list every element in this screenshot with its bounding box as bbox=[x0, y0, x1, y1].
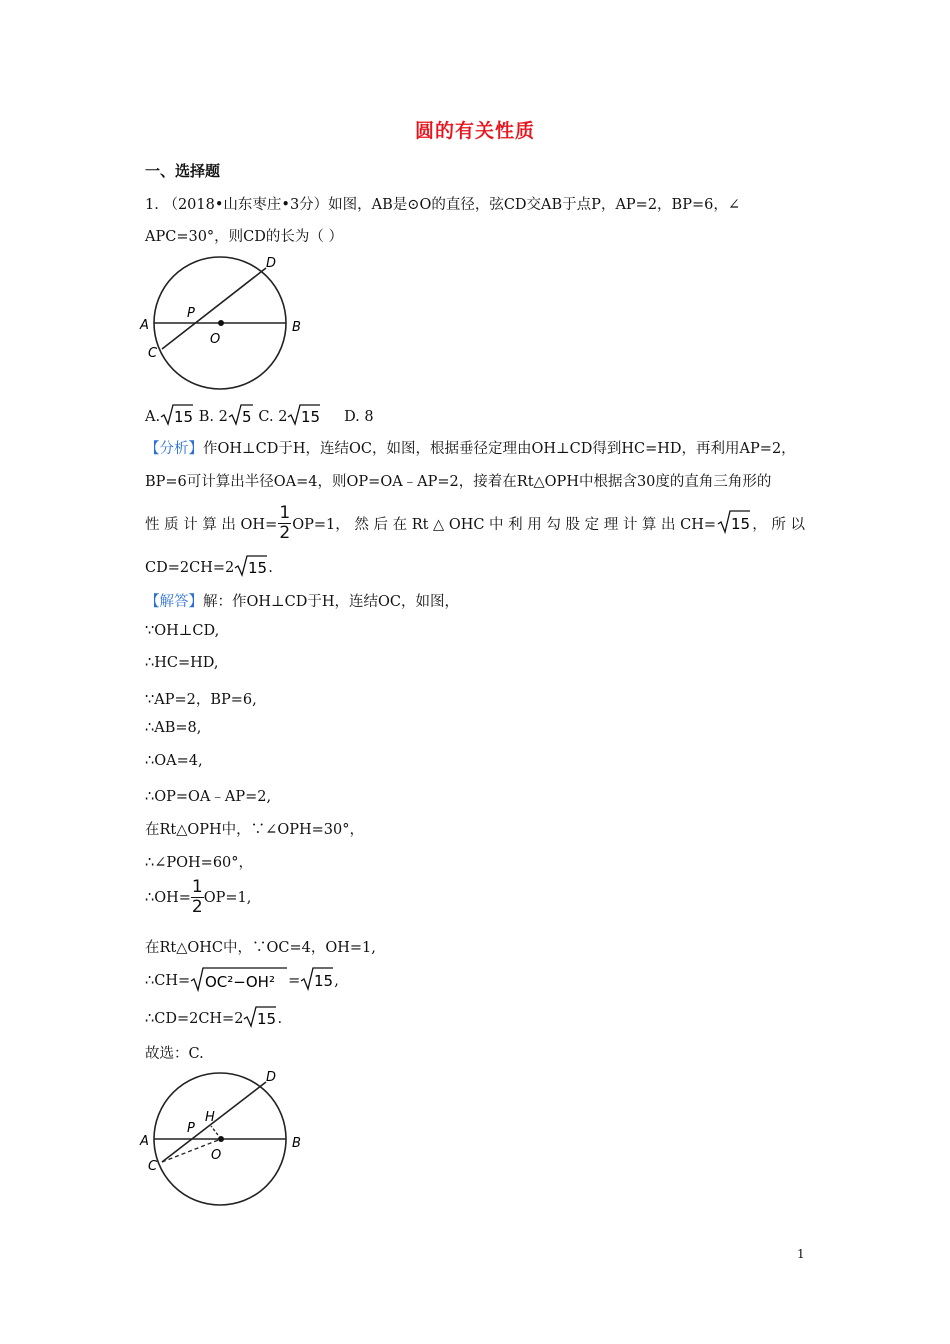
label-a: A bbox=[140, 1134, 149, 1149]
label-d: D bbox=[266, 256, 277, 271]
answer-tag: 【解答】 bbox=[145, 594, 203, 610]
analysis-line-4: CD=2CH=2 15 . bbox=[145, 555, 805, 581]
label-d: D bbox=[266, 1070, 277, 1085]
svg-text:15: 15 bbox=[174, 408, 194, 426]
svg-text:15: 15 bbox=[301, 408, 321, 426]
answer-step-4: ∴AB=8, bbox=[145, 720, 202, 736]
svg-text:15: 15 bbox=[248, 559, 268, 577]
sqrt-symbol bbox=[300, 967, 334, 995]
sqrt-symbol bbox=[190, 966, 288, 996]
label-p: P bbox=[187, 1121, 195, 1136]
label-a: A bbox=[140, 318, 149, 333]
svg-text:OC²−OH²: OC²−OH² bbox=[205, 973, 276, 991]
analysis-line-3: 性 质 计 算 出 OH= $\frac{1}{2}$ OP=1， 然 后 在 Rt △ OHC 中 利 用 勾 股 定 理 计 算 出 CH= 15 ， 所 以 bbox=[145, 503, 805, 543]
answer-step-11: ∴CH= OC²−OH² = 15 , bbox=[145, 966, 805, 996]
answer-step-5: ∴OA=4, bbox=[145, 753, 203, 769]
question-line-1: 1. （2018•山东枣庄•3分）如图，AB是⊙O的直径，弦CD交AB于点P，AP=2，BP=6，∠ bbox=[145, 197, 740, 213]
circle-figure-1 bbox=[138, 250, 313, 395]
analysis-line-2: BP=6可计算出半径OA=4，则OP=OA﹣AP=2，接着在Rt△OPH中根据含30度的直角三角形的 bbox=[145, 474, 772, 490]
answer-step-1: ∵OH⊥CD, bbox=[145, 623, 220, 639]
sqrt-symbol bbox=[717, 510, 751, 538]
fraction-one-half: $\frac{1}{2}$ bbox=[279, 503, 291, 543]
section-heading: 一、选择题 bbox=[145, 162, 221, 180]
svg-text:15: 15 bbox=[257, 1010, 277, 1028]
sqrt-symbol bbox=[234, 555, 268, 581]
sqrt-symbol bbox=[228, 404, 254, 430]
analysis-tag: 【分析】 bbox=[145, 441, 203, 457]
answer-step-12: ∴CD=2CH=2 15 . bbox=[145, 1006, 805, 1032]
label-o: O bbox=[210, 332, 221, 347]
question-line-2: APC=30°，则CD的长为（ ） bbox=[145, 229, 344, 245]
svg-text:15: 15 bbox=[731, 514, 751, 533]
label-o: O bbox=[211, 1148, 222, 1163]
answer-step-2: ∴HC=HD, bbox=[145, 655, 219, 671]
answer-intro: 【解答】解：作OH⊥CD于H，连结OC，如图， bbox=[145, 594, 460, 610]
page-title: 圆的有关性质 bbox=[414, 120, 535, 142]
circle-figure-2 bbox=[138, 1066, 313, 1211]
analysis-line-1: 【分析】作OH⊥CD于H，连结OC，如图，根据垂径定理由OH⊥CD得到HC=HD，再利用AP=2， bbox=[145, 441, 796, 457]
sqrt-symbol bbox=[243, 1006, 277, 1032]
svg-text:5: 5 bbox=[241, 408, 252, 426]
label-c: C bbox=[148, 1159, 158, 1174]
answer-choice: 故选：C. bbox=[145, 1046, 204, 1062]
option-d: D. 8 bbox=[344, 409, 374, 425]
answer-step-7: 在Rt△OPH中，∵∠OPH=30°， bbox=[145, 822, 364, 838]
answer-step-9: ∴OH= $\frac{1}{2}$ OP=1, bbox=[145, 877, 252, 917]
svg-text:15: 15 bbox=[314, 972, 334, 990]
option-a: A. 15 bbox=[145, 409, 194, 425]
fraction-one-half: $\frac{1}{2}$ bbox=[191, 877, 203, 917]
label-b: B bbox=[292, 1136, 301, 1151]
options-line bbox=[145, 404, 805, 430]
answer-step-8: ∴∠POH=60°， bbox=[145, 855, 254, 871]
label-b: B bbox=[292, 320, 301, 335]
answer-step-3: ∵AP=2，BP=6, bbox=[145, 692, 257, 708]
option-c: C. 2 15 bbox=[258, 409, 321, 425]
label-c: C bbox=[148, 346, 158, 361]
answer-step-10: 在Rt△OHC中，∵OC=4，OH=1, bbox=[145, 940, 376, 956]
sqrt-symbol bbox=[160, 404, 194, 430]
label-h: H bbox=[205, 1110, 215, 1125]
answer-step-6: ∴OP=OA﹣AP=2, bbox=[145, 789, 272, 805]
page-number: 1 bbox=[797, 1247, 805, 1261]
sqrt-symbol bbox=[287, 404, 321, 430]
option-b: B. 2 5 bbox=[199, 409, 254, 425]
label-p: P bbox=[187, 306, 195, 321]
